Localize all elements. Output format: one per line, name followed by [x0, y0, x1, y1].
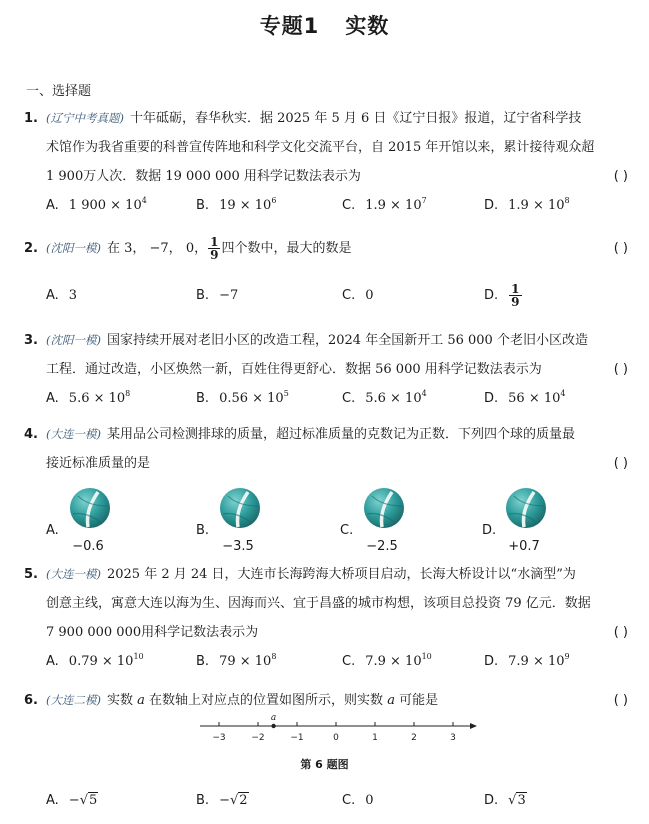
question-text-line: 十年砥砺，春华秋实．据 2025 年 5 月 6 日《辽宁日报》报道，辽宁省科学技	[129, 111, 582, 126]
question-4	[24, 420, 634, 556]
variable-a: a	[137, 693, 145, 708]
question-text-line: 7 900 000 000用科学记数法表示为	[46, 625, 259, 640]
question-2	[24, 234, 634, 310]
option-a[interactable]: A. 3	[46, 288, 78, 303]
option-c[interactable]: C. $7.9 \times 10^{10}$	[342, 652, 432, 669]
ball-options: A. −0.6 B. −3.5 C. −2.5 D. +0.7	[24, 486, 634, 556]
question-text-line: 2025 年 2 月 24 日，大连市长海跨海大桥项目启动，长海大桥设计以“水滴型”为	[106, 567, 576, 582]
option-a[interactable]: A. 1 $900 \times 10^4$	[46, 196, 147, 213]
title-main: 专题1	[259, 14, 320, 38]
question-text-line: 某用品公司检测排球的质量，超过标准质量的克数记为正数．下列四个球的质量最	[106, 427, 575, 442]
tick-label: 3	[450, 733, 456, 743]
option-d[interactable]: D. √3	[484, 793, 526, 808]
option-d[interactable]: D. $\frac{1}{9}$	[484, 282, 520, 309]
figure-caption: 第 6 题图	[300, 758, 349, 771]
question-number: 3.	[24, 333, 38, 348]
volleyball-icon	[218, 486, 262, 530]
question-5	[24, 560, 634, 676]
option-c[interactable]: C. $5.6 \times 10^4$	[342, 389, 427, 406]
question-source: (沈阳一模)	[46, 333, 101, 347]
option-a[interactable]: A. $0.79 \times 10^{10}$	[46, 652, 144, 669]
option-c[interactable]: C. 0	[342, 288, 374, 303]
question-6-options	[24, 786, 634, 815]
title-sub: 实数	[345, 14, 390, 38]
volleyball-icon	[504, 486, 548, 530]
question-source: (大连一模)	[46, 427, 101, 441]
question-number: 6.	[24, 693, 38, 708]
option-b[interactable]: B. $0.56 \times 10^5$	[196, 389, 289, 406]
question-text-line: 术馆作为我省重要的科普宣传阵地和科学文化交流平台，自 2015 年开馆以来，累计接待观众超	[46, 140, 595, 155]
question-source: (沈阳一模)	[46, 241, 101, 255]
question-text: 在数轴上对应点的位置如图所示，则实数	[149, 693, 384, 708]
option-c[interactable]: C. 0	[342, 793, 374, 808]
tick-label: 2	[411, 733, 417, 743]
question-text-line: 接近标准质量的是	[46, 456, 151, 471]
question-text: 在 3， −7， 0，	[106, 241, 208, 256]
question-number: 4.	[24, 427, 38, 442]
volleyball-icon	[68, 486, 112, 530]
option-b[interactable]: B. $79 \times 10^8$	[196, 652, 277, 669]
question-6	[24, 686, 634, 715]
point-a-label: a	[270, 713, 277, 723]
tick-label: 1	[372, 733, 378, 743]
question-number: 2.	[24, 241, 38, 256]
option-b[interactable]: B. −7	[196, 288, 239, 303]
question-source: (大连一模)	[46, 567, 101, 581]
options-row	[24, 191, 634, 220]
answer-bracket[interactable]: ( )	[613, 456, 628, 471]
tick-label: −2	[251, 733, 265, 743]
options-row	[24, 647, 634, 676]
question-text: 可能是	[399, 693, 439, 708]
question-number: 1.	[24, 111, 38, 126]
answer-bracket[interactable]: ( )	[613, 625, 628, 640]
question-text-line: 国家持续开展对老旧小区的改造工程，2024 年全国新开工 56 000 个老旧小区改造	[106, 333, 588, 348]
number-line-figure	[0, 712, 649, 748]
volleyball-icon	[362, 486, 406, 530]
option-d[interactable]: D. $56 \times 10^4$	[484, 389, 566, 406]
question-text-line: 工程．通过改造，小区焕然一新，百姓住得更舒心．数据 56 000 用科学记数法表示为	[46, 362, 542, 377]
arrow-icon	[470, 723, 477, 729]
variable-a: a	[387, 693, 395, 708]
options-row	[24, 384, 634, 413]
option-a[interactable]: A. −√5	[46, 793, 98, 808]
question-text-line: 1 900万人次．数据 19 000 000 用科学记数法表示为	[46, 169, 361, 184]
option-a[interactable]: A. $5.6 \times 10^8$	[46, 389, 131, 406]
option-b[interactable]: B. $19 \times 10^6$	[196, 196, 277, 213]
answer-bracket[interactable]: ( )	[613, 693, 628, 708]
fraction: $\frac{1}{9}$	[210, 235, 219, 262]
section-heading: 一、选择题	[26, 84, 92, 99]
page-title	[0, 10, 649, 40]
answer-bracket[interactable]: ( )	[613, 241, 628, 256]
options-row	[24, 786, 634, 815]
question-text: 实数	[106, 693, 133, 708]
question-3	[24, 326, 634, 413]
tick-label: −3	[212, 733, 226, 743]
point-a	[271, 724, 275, 728]
option-b[interactable]: B. −√2	[196, 793, 248, 808]
answer-bracket[interactable]: ( )	[613, 169, 628, 184]
options-row	[24, 281, 634, 310]
option-c[interactable]: C. $1.9 \times 10^7$	[342, 196, 427, 213]
tick-label: 0	[333, 733, 339, 743]
question-source: (大连二模)	[46, 693, 101, 707]
answer-bracket[interactable]: ( )	[613, 362, 628, 377]
option-d[interactable]: D. $7.9 \times 10^9$	[484, 652, 570, 669]
question-text: 四个数中，最大的数是	[221, 241, 352, 256]
tick-label: −1	[290, 733, 304, 743]
option-d[interactable]: D. $1.9 \times 10^8$	[484, 196, 570, 213]
question-source: (辽宁中考真题)	[46, 111, 124, 125]
question-number: 5.	[24, 567, 38, 582]
question-1	[24, 104, 634, 220]
question-text-line: 创意主线，寓意大连以海为生、因海而兴、宜于昌盛的城市构想，该项目总投资 79 亿元．数据	[46, 596, 591, 611]
